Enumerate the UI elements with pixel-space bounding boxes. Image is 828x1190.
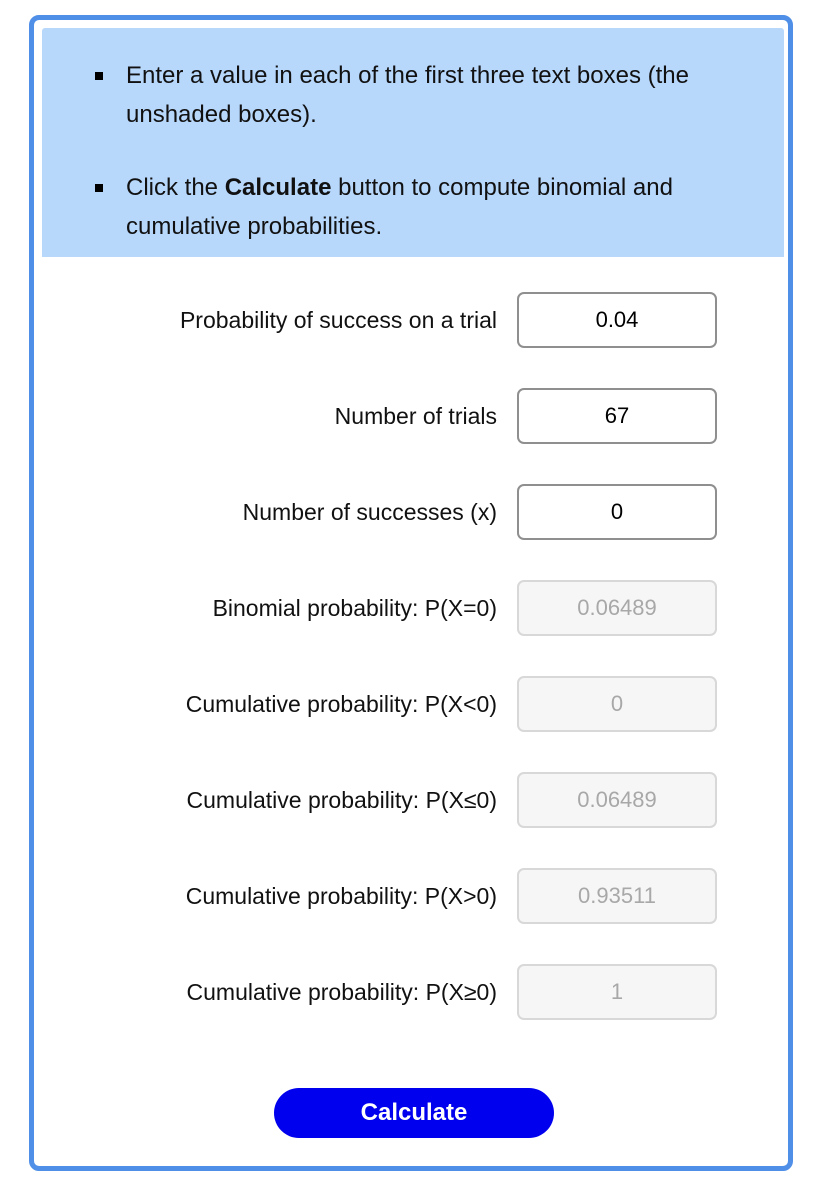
probability-of-success-label: Probability of success on a trial <box>179 307 497 333</box>
cumulative-greater-equal-output <box>517 964 717 1020</box>
instruction-text-bold: Calculate <box>224 174 332 201</box>
cumulative-less-than-label: Cumulative probability: P(X<0) <box>185 691 497 717</box>
cumulative-less-equal-label: Cumulative probability: P(X≤0) <box>186 787 497 813</box>
row-cumulative-greater-than <box>34 868 788 924</box>
number-of-successes-label: Number of successes (x) <box>242 499 497 525</box>
row-number-of-trials <box>34 388 788 444</box>
calculate-button[interactable]: Calculate <box>274 1088 554 1138</box>
instruction-item-enter-values <box>126 56 756 134</box>
cumulative-greater-than-label: Cumulative probability: P(X>0) <box>185 883 497 909</box>
instruction-item-calculate <box>126 168 756 246</box>
row-probability-of-success <box>34 292 788 348</box>
row-cumulative-greater-equal <box>34 964 788 1020</box>
cumulative-less-equal-output <box>517 772 717 828</box>
instruction-text: Enter a value in each of the first three text boxes (the unshaded boxes). <box>126 62 689 128</box>
cumulative-less-than-output <box>517 676 717 732</box>
number-of-trials-input[interactable] <box>517 388 717 444</box>
probability-of-success-input[interactable] <box>517 292 717 348</box>
row-binomial-probability <box>34 580 788 636</box>
cumulative-greater-equal-label: Cumulative probability: P(X≥0) <box>186 979 497 1005</box>
instruction-text-prefix: Click the <box>126 174 225 201</box>
instruction-text-suffix: button to compute binomial and cumulative probabilities. <box>126 174 673 240</box>
row-number-of-successes <box>34 484 788 540</box>
cumulative-greater-than-output <box>517 868 717 924</box>
number-of-successes-input[interactable] <box>517 484 717 540</box>
row-cumulative-less-than <box>34 676 788 732</box>
bullet-icon <box>95 72 103 80</box>
number-of-trials-label: Number of trials <box>334 403 497 429</box>
bullet-icon <box>95 184 103 192</box>
binomial-probability-label: Binomial probability: P(X=0) <box>212 595 497 621</box>
calculator-panel <box>29 15 793 1171</box>
instructions-box <box>42 28 784 257</box>
row-cumulative-less-equal <box>34 772 788 828</box>
binomial-probability-output <box>517 580 717 636</box>
